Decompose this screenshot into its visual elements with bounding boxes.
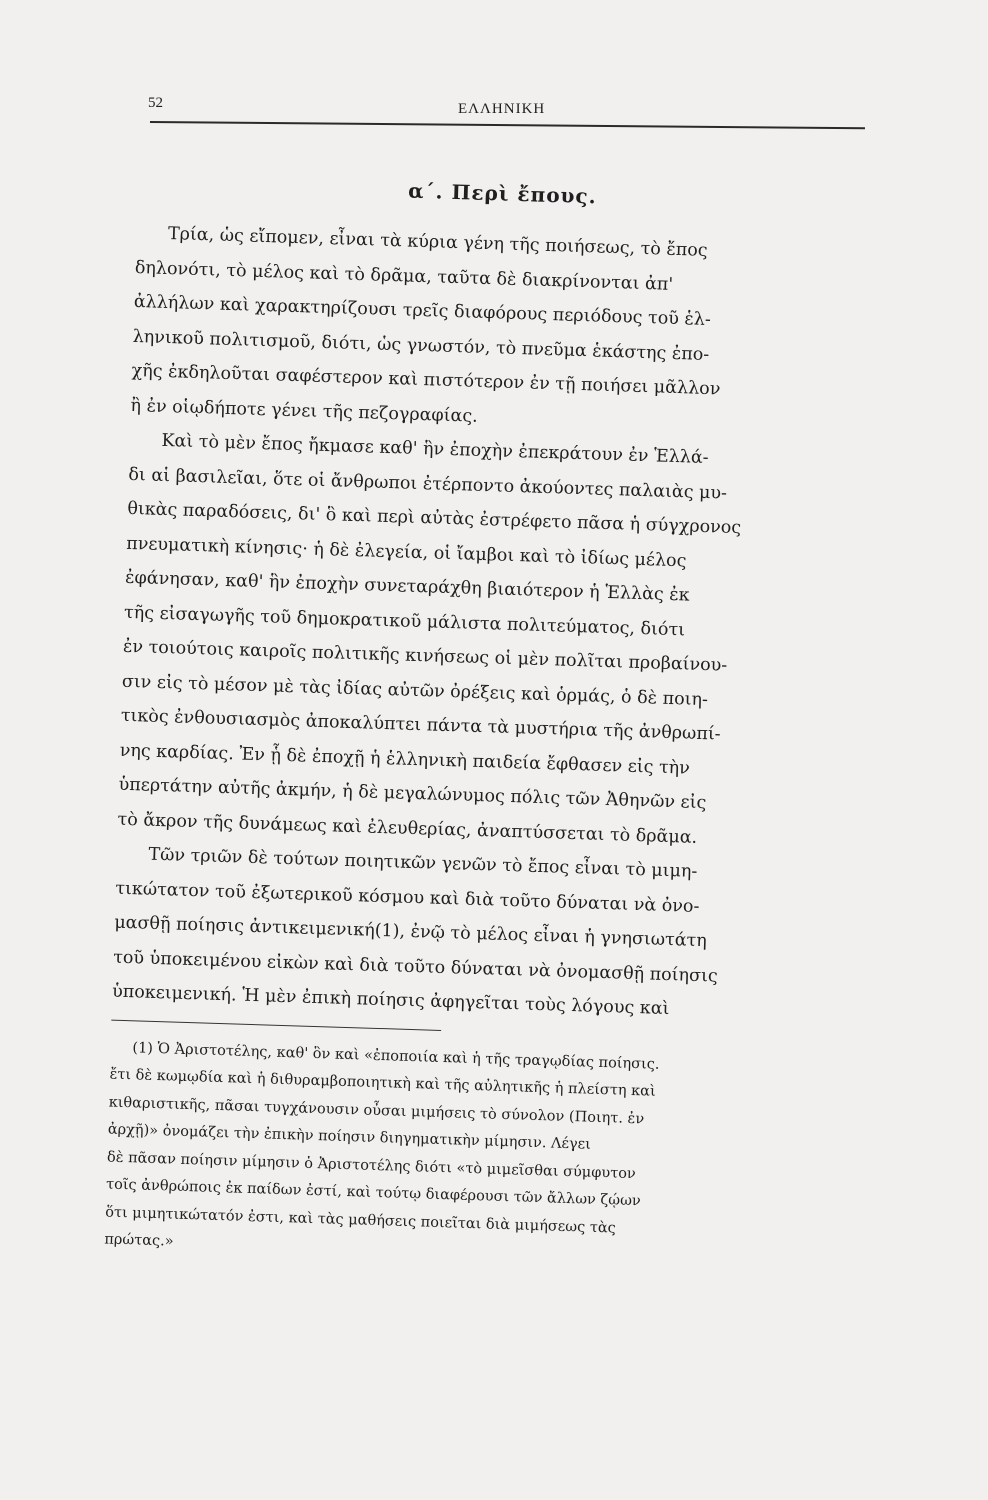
section-title: α΄. Περὶ ἔπους.: [407, 178, 598, 209]
footnotes: [104, 1034, 841, 1277]
page-number: 52: [148, 95, 163, 111]
page-header: [148, 95, 863, 119]
text-line: τικὸς ἐνθουσιασμὸς ἀποκαλύπτει πάντα τὰ μυστήρια τῆς ἀνθρωπί-: [120, 705, 721, 745]
text-line: τὸ ἄκρον τῆς δυνάμεως καὶ ἐλευθερίας, ἀναπτύσσεται τὸ δρᾶμα.: [117, 809, 698, 848]
footnote-line: κιθαριστικῆς, πᾶσαι τυγχάνουσιν οὖσαι μιμήσεις τὸ σύνολον (Ποιητ. ἐν: [108, 1094, 645, 1127]
text-line: Τῶν τριῶν δὲ τούτων ποιητικῶν γενῶν τὸ ἔπος εἶναι τὸ μιμη-: [148, 844, 698, 882]
footnote-line: δὲ πᾶσαν ποίησιν μίμησιν ὁ Ἀριστοτέλης διότι «τὸ μιμεῖσθαι σύμφυτον: [106, 1149, 637, 1182]
paragraph-3: [112, 837, 847, 1032]
text-line: μασθῇ ποίησις ἀντικειμενική(1), ἐνῷ τὸ μέλος εἶναι ἡ γνησιωτάτη: [114, 912, 708, 952]
text-line: πνευματικὴ κίνησις· ἡ δὲ ἐλεγεία, οἱ ἴαμβοι καὶ τὸ ἰδίως μέλος: [125, 533, 687, 571]
text-line: ληνικοῦ πολιτισμοῦ, διότι, ὡς γνωστόν, τὸ πνεῦμα ἑκάστης ἐπο-: [132, 326, 710, 365]
footnote-line: ἀρχῇ)» ὀνομάζει τὴν ἐπικὴν ποίησιν διηγηματικὴν μίμησιν. Λέγει: [107, 1121, 592, 1153]
footnote-rule: [111, 1019, 441, 1030]
footnote-line: τοῖς ἀνθρώποις ἐκ παίδων ἐστί, καὶ τούτῳ διαφέρουσι τῶν ἄλλων ζῴων: [105, 1176, 641, 1210]
text-line: ἐφάνησαν, καθ' ἣν ἐποχὴν συνεταράχθη βιαιότερον ἡ Ἑλλὰς ἐκ: [124, 567, 690, 606]
footnote-line: ὅτι μιμητικώτατόν ἐστι, καὶ τὰς μαθήσεις ποιεῖται διὰ μιμήσεως τὰς: [105, 1203, 617, 1237]
paragraph-2: [117, 423, 860, 860]
text-line: ἐν τοιούτοις καιροῖς πολιτικῆς κινήσεως οἱ μὲν πολῖται προβαίνου-: [122, 636, 728, 676]
text-line: δι αἱ βασιλεῖαι, ὅτε οἱ ἄνθρωποι ἐτέρποντο ἀκούοντες παλαιὰς μυ-: [128, 464, 728, 504]
text-line: ἀλλήλων καὶ χαρακτηρίζουσι τρεῖς διαφόρους περιόδους τοῦ ἑλ-: [133, 291, 712, 331]
text-line: σιν εἰς τὸ μέσον μὲ τὰς ἰδίας αὐτῶν ὀρέξεις καὶ ὁρμάς, ὁ δὲ ποιη-: [121, 671, 709, 710]
text-line: ἢ ἐν οἱῳδήποτε γένει τῆς πεζογραφίας.: [130, 395, 479, 427]
header-rule: [150, 121, 865, 129]
text-line: ὑπερτάτην αὐτῆς ἀκμήν, ἡ δὲ μεγαλώνυμος πόλις τῶν Ἀθηνῶν εἰς: [118, 774, 707, 814]
text-line: Τρία, ὡς εἴπομεν, εἶναι τὰ κύρια γένη τῆς ποιήσεως, τὸ ἔπος: [167, 223, 708, 261]
footnote-line: (1) Ὁ Ἀριστοτέλης, καθ' ὃν καὶ «ἐποποιία καὶ ἡ τῆς τραγῳδίας ποίησις.: [132, 1039, 660, 1073]
footnote-line: πρώτας.»: [104, 1231, 174, 1250]
footnote-line: ἔτι δὲ κωμῳδία καὶ ἡ διθυραμβοποιητικὴ καὶ τῆς αὐλητικῆς ἡ πλείστη καὶ: [109, 1066, 656, 1100]
text-line: νης καρδίας. Ἐν ᾗ δὲ ἐποχῇ ἡ ἑλληνικὴ παιδεία ἔφθασεν εἰς τὴν: [119, 740, 691, 779]
text-line: τῆς εἰσαγωγῆς τοῦ δημοκρατικοῦ μάλιστα πολιτεύματος, διότι: [123, 602, 686, 640]
text-line: χῆς ἐκδηλοῦται σαφέστερον καὶ πιστότερον ἐν τῇ ποιήσει μᾶλλον: [131, 360, 721, 400]
paragraph-1: [130, 216, 866, 446]
text-line: τικώτατον τοῦ ἐξωτερικοῦ κόσμου καὶ διὰ τοῦτο δύναται νὰ ὀνο-: [115, 878, 700, 917]
text-line: δηλονότι, τὸ μέλος καὶ τὸ δρᾶμα, ταῦτα δὲ διακρίνονται ἀπ': [134, 257, 674, 295]
running-title: ΕΛΛΗΝΙΚΗ: [458, 101, 546, 117]
text-line: θικὰς παραδόσεις, δι' ὃ καὶ περὶ αὐτὰς ἐστρέφετο πᾶσα ἡ σύγχρονος: [127, 498, 742, 539]
page-body: [104, 170, 868, 1277]
text-line: ὑποκειμενική. Ἡ μὲν ἐπικὴ ποίησις ἀφηγεῖται τοὺς λόγους καὶ: [111, 981, 670, 1020]
text-line: τοῦ ὑποκειμένου εἰκὼν καὶ διὰ τοῦτο δύναται νὰ ὀνομασθῇ ποίησις: [112, 947, 718, 987]
text-line: Καὶ τὸ μὲν ἔπος ἤκμασε καθ' ἣν ἐποχὴν ἐπεκράτουν ἐν Ἑλλά-: [161, 430, 709, 469]
